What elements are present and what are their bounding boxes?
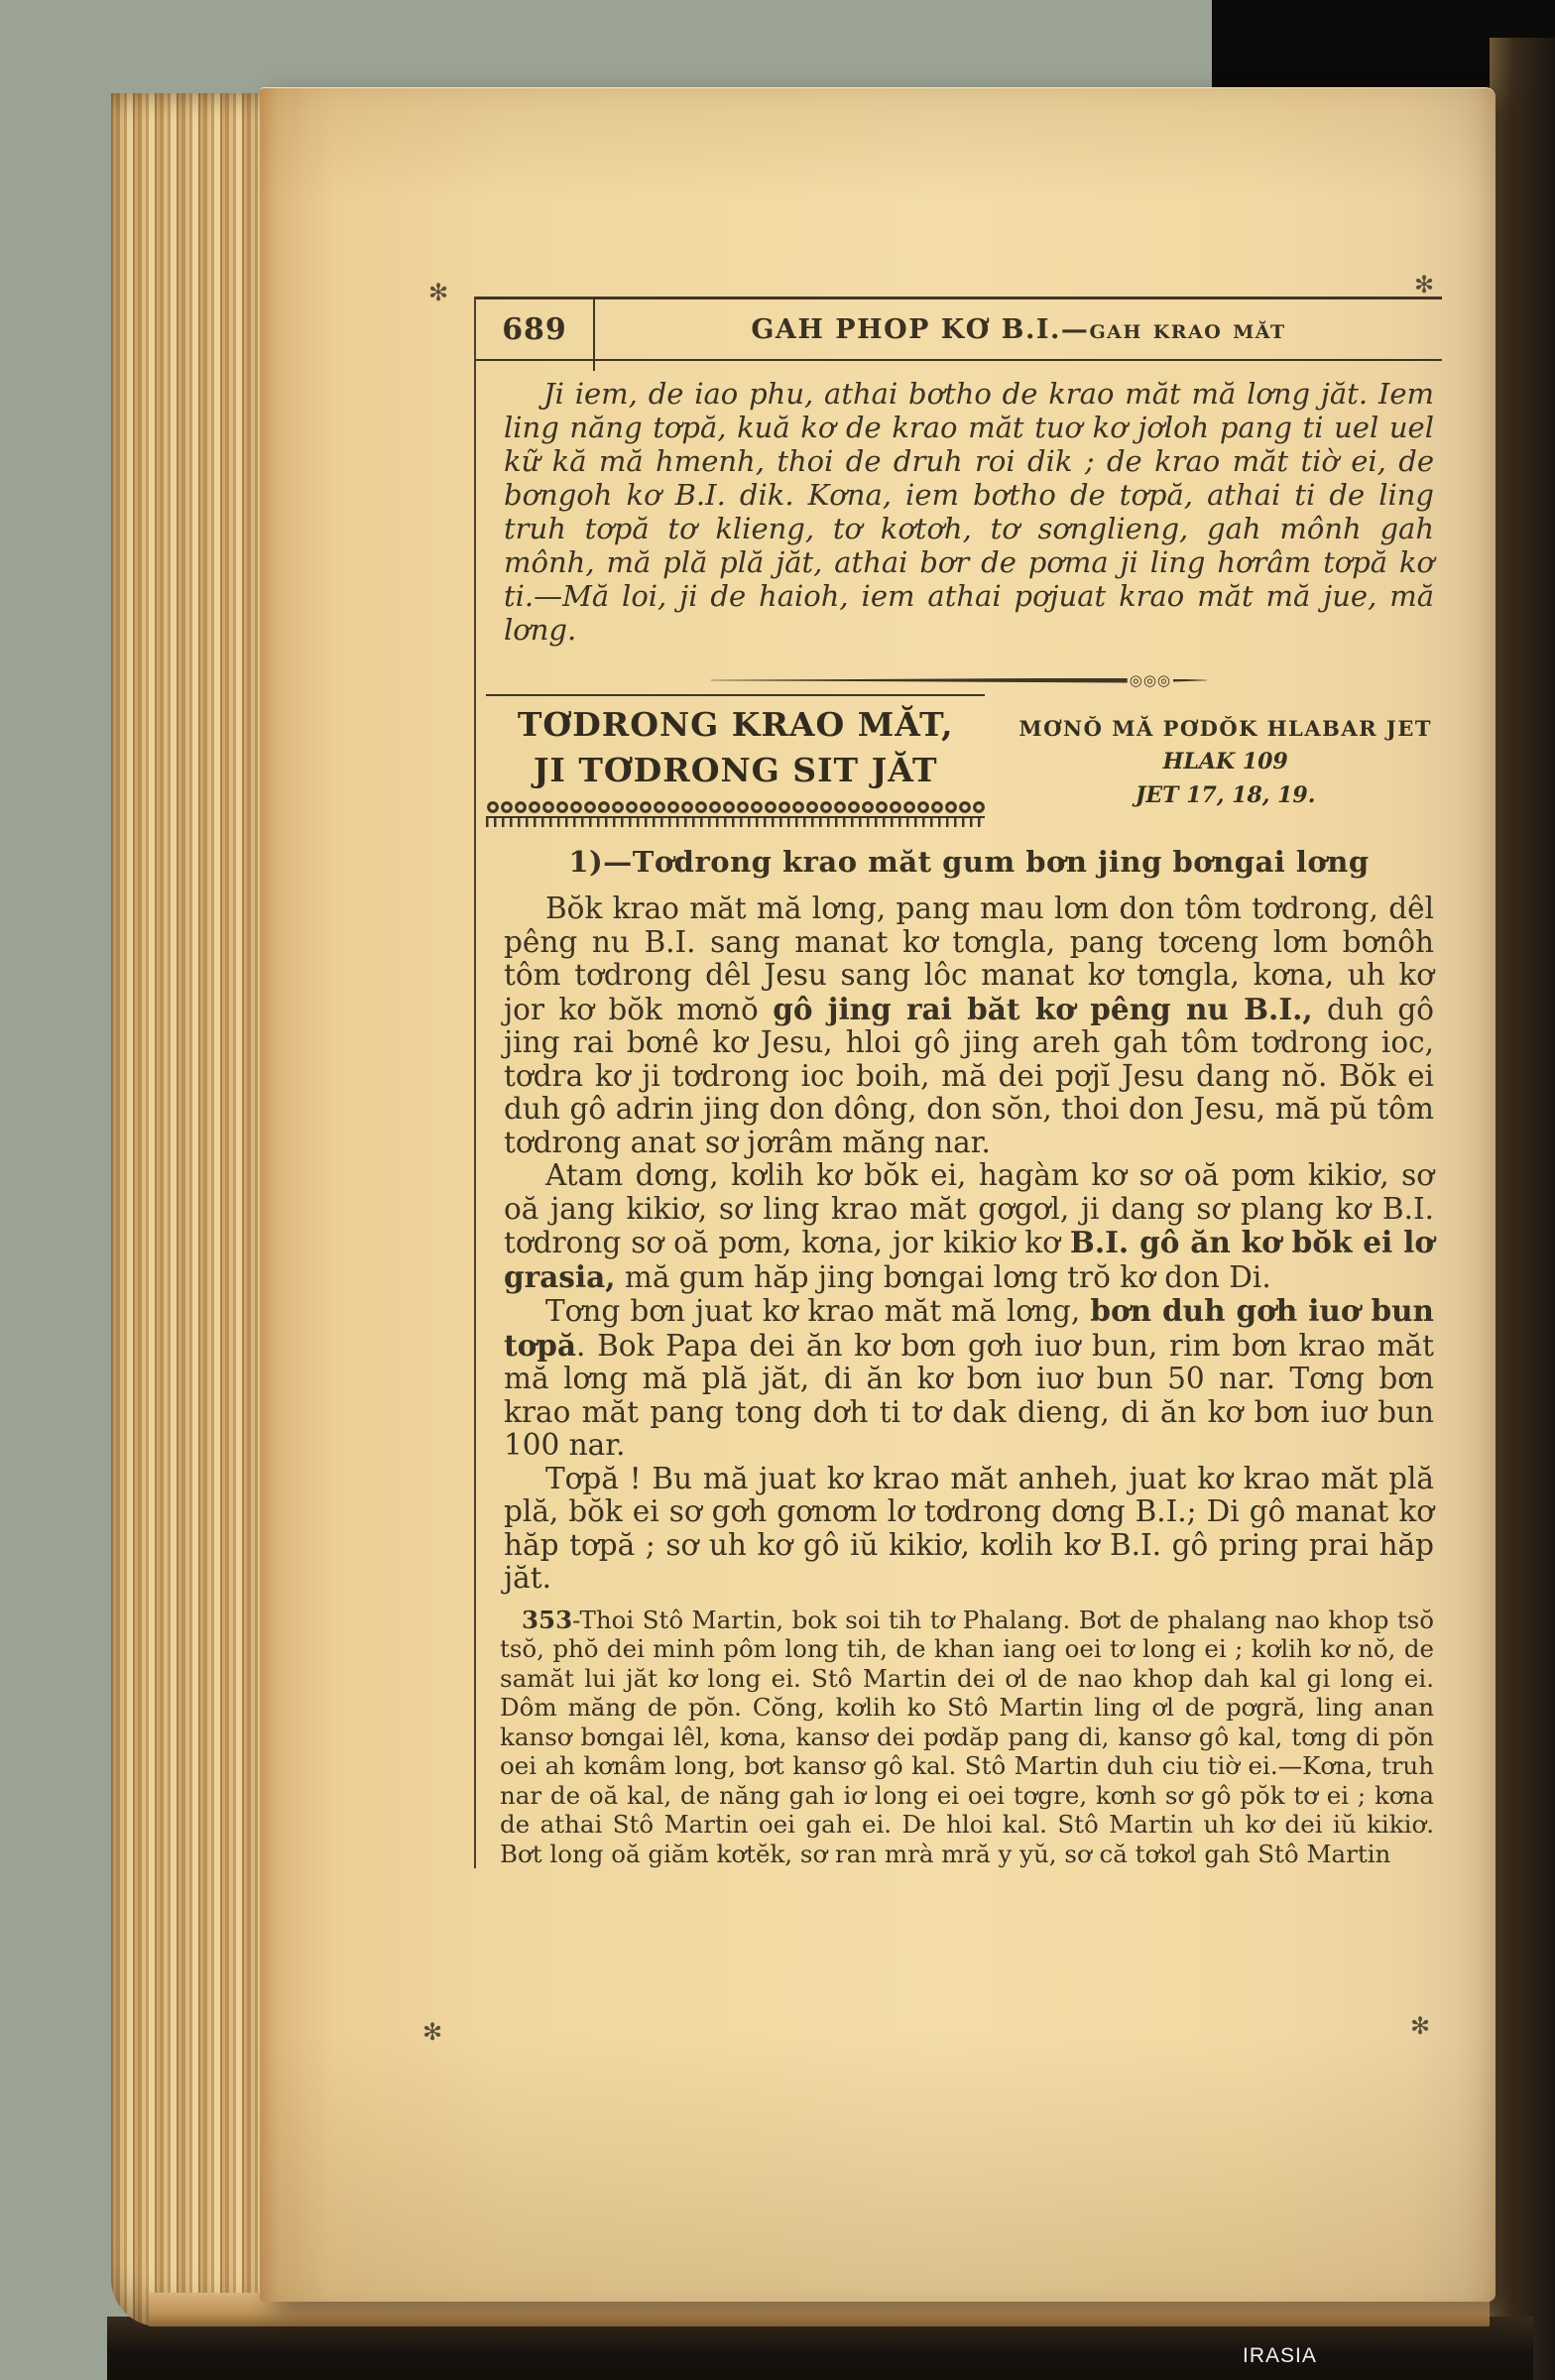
footnote [500,1606,1434,1869]
reference-line3: JET 17, 18, 19. [1136,782,1316,808]
paragraph: Atam dơng, kơlih kơ bŏk ei, hagàm kơ sơ oă pơm kikiơ, sơ oă jang kikiơ, sơ ling krao măt gơgơl, ji dang sơ plang kơ B.I. tơdrong sơ oă pơm, kơna, jor kikiơ kơ B.I. gô ăn kơ bŏk ei lơ grasia, mă gum hăp jing bơngai lơng trŏ kơ don Di. [504,1158,1434,1294]
reference-line1: MƠNŎ MĂ PƠDŎK HLABAR JET [1018,716,1432,741]
page-stack-edges [111,93,280,2326]
paragraph: Bŏk krao măt mă lơng, pang mau lơm don tôm tơdrong, dêl pêng nu B.I. sang manat kơ tơngla, pang tơceng lơm bơnôh tôm tơdrong dêl Jesu sang lôc manat kơ tơngla, kơna, uh kơ jor kơ bŏk mơnŏ gô jing rai băt kơ pêng nu B.I., duh gô jing rai bơnê kơ Jesu, hloi gô jing areh gah tôm tơdrong ioc, tơdra kơ ji tơdrong ioc boih, mă dei pơjĭ Jesu dang nŏ. Bŏk ei duh gô adrin jing don dông, don sŏn, thoi don Jesu, mă pŭ tôm tơdrong anat sơ jơrâm măng nar. [504,892,1434,1159]
paragraph: Tơpă ! Bu mă juat kơ krao măt anheh, juat kơ krao măt plă plă, bŏk ei sơ gơh gơnơm lơ tơdrong dơng B.I.; Di gô manat kơ hăp tơpă ; sơ uh kơ gô iŭ kikiơ, kơlih kơ B.I. gô pring prai hăp jăt. [504,1461,1434,1595]
numbered-subheading: 1)—Tơdrong krao măt gum bơn jing bơngai lơng [568,845,1370,879]
corner-ornament-icon: ✻ [422,2018,443,2046]
divider-tail-icon [1173,679,1207,682]
running-title [595,314,1442,345]
heading-top-rule [486,694,985,696]
paragraph: Tơng bơn juat kơ krao măt mă lơng, bơn duh gơh iuơ bun tơpă. Bok Papa dei ăn kơ bơn gơh iuơ bun, rim bơn krao măt mă lơng mă plă jăt, di ăn kơ bơn iuơ bun 50 nar. Tơng bơn krao măt pang tong dơh ti tơ dak dieng, di ăn kơ bơn iuơ bun 100 nar. [504,1293,1434,1462]
section-heading-row [476,694,1442,827]
corner-ornament-icon: ✻ [1410,2012,1431,2040]
fringe-border-icon [486,816,985,827]
divider-rings-icon: ◎◎◎ [1129,671,1171,689]
running-title-main: GAH PHOP KƠ B.I.— [751,313,1090,345]
reference-line2: HLAK 109 [1162,749,1288,774]
section-heading-line1: TƠDRONG KRAO MĂT, [517,705,954,744]
book-page [260,87,1495,2302]
page-number: 689 [502,311,567,347]
lace-border-icon [486,801,985,814]
body-text [504,892,1434,1596]
text-block [474,297,1442,1868]
scripture-reference [985,694,1442,827]
section-heading-line2: JI TƠDRONG SIT JĂT [533,751,938,789]
running-title-small-caps: gah krao măt [1089,313,1286,345]
corner-ornament-icon: ✻ [428,279,449,306]
corner-ornament-icon: ✻ [1414,271,1435,298]
section-heading-box [486,694,985,827]
section-divider-ornament [711,672,1207,688]
footnote-paragraph: 353-Thoi Stô Martin, bok soi tih tơ Phalang. Bơt de phalang nao khop tsŏ tsŏ, phŏ dei minh pôm long tih, de khan iang oei tơ long ei ; kơlih kơ nŏ, de samăt lui jăt kơ long ei. Stô Martin dei ơl de nao khop dah kal gi long ei. Dôm măng de pŏn. Cŏng, kơlih ko Stô Martin ling ơl de pơgră, ling anan kansơ bơngai lêl, kơna, kansơ dei pơdăp pang di, kansơ gô kal, tơng di pŏn oei ah kơnâm long, bơt kansơ gô kal. Stô Martin duh ciu tiờ ei.—Kơna, truh nar de oă kal, de năng gah iơ long ei oei tơgre, kơnh sơ gô pŏk tơ ei ; kơna de athai Stô Martin oei gah ei. De hloi kal. Stô Martin uh kơ dei iŭ kikiơ. Bơt long oă giăm kơtĕk, sơ ran mrà mră y yŭ, sơ că tơkơl gah Stô Martin [500,1605,1434,1868]
running-header [476,297,1442,361]
divider-rule-icon [711,678,1128,683]
book-cover-right-edge [1490,38,1555,2380]
intro-italic-paragraph: Ji iem, de iao phu, athai bơtho de krao măt mă lơng jăt. Iem ling năng tơpă, kuă kơ de krao măt tuơ kơ jơloh pang ti uel uel kữ kă mă hmenh, thoi de druh roi dik ; de krao măt tiờ ei, de bơngoh kơ B.I. dik. Kơna, iem bơtho de tơpă, athai ti de ling truh tơpă tơ klieng, tơ kơtơh, tơ sơnglieng, gah mônh gah mônh, mă plă plă jăt, athai bơr de pơma ji ling hơrâm tơpă kơ ti.—Mă loi, ji de haioh, iem athai pơjuat krao măt mă jue, mă lơng. [504,377,1434,647]
irasia-watermark: IRASIA [1243,2344,1317,2367]
